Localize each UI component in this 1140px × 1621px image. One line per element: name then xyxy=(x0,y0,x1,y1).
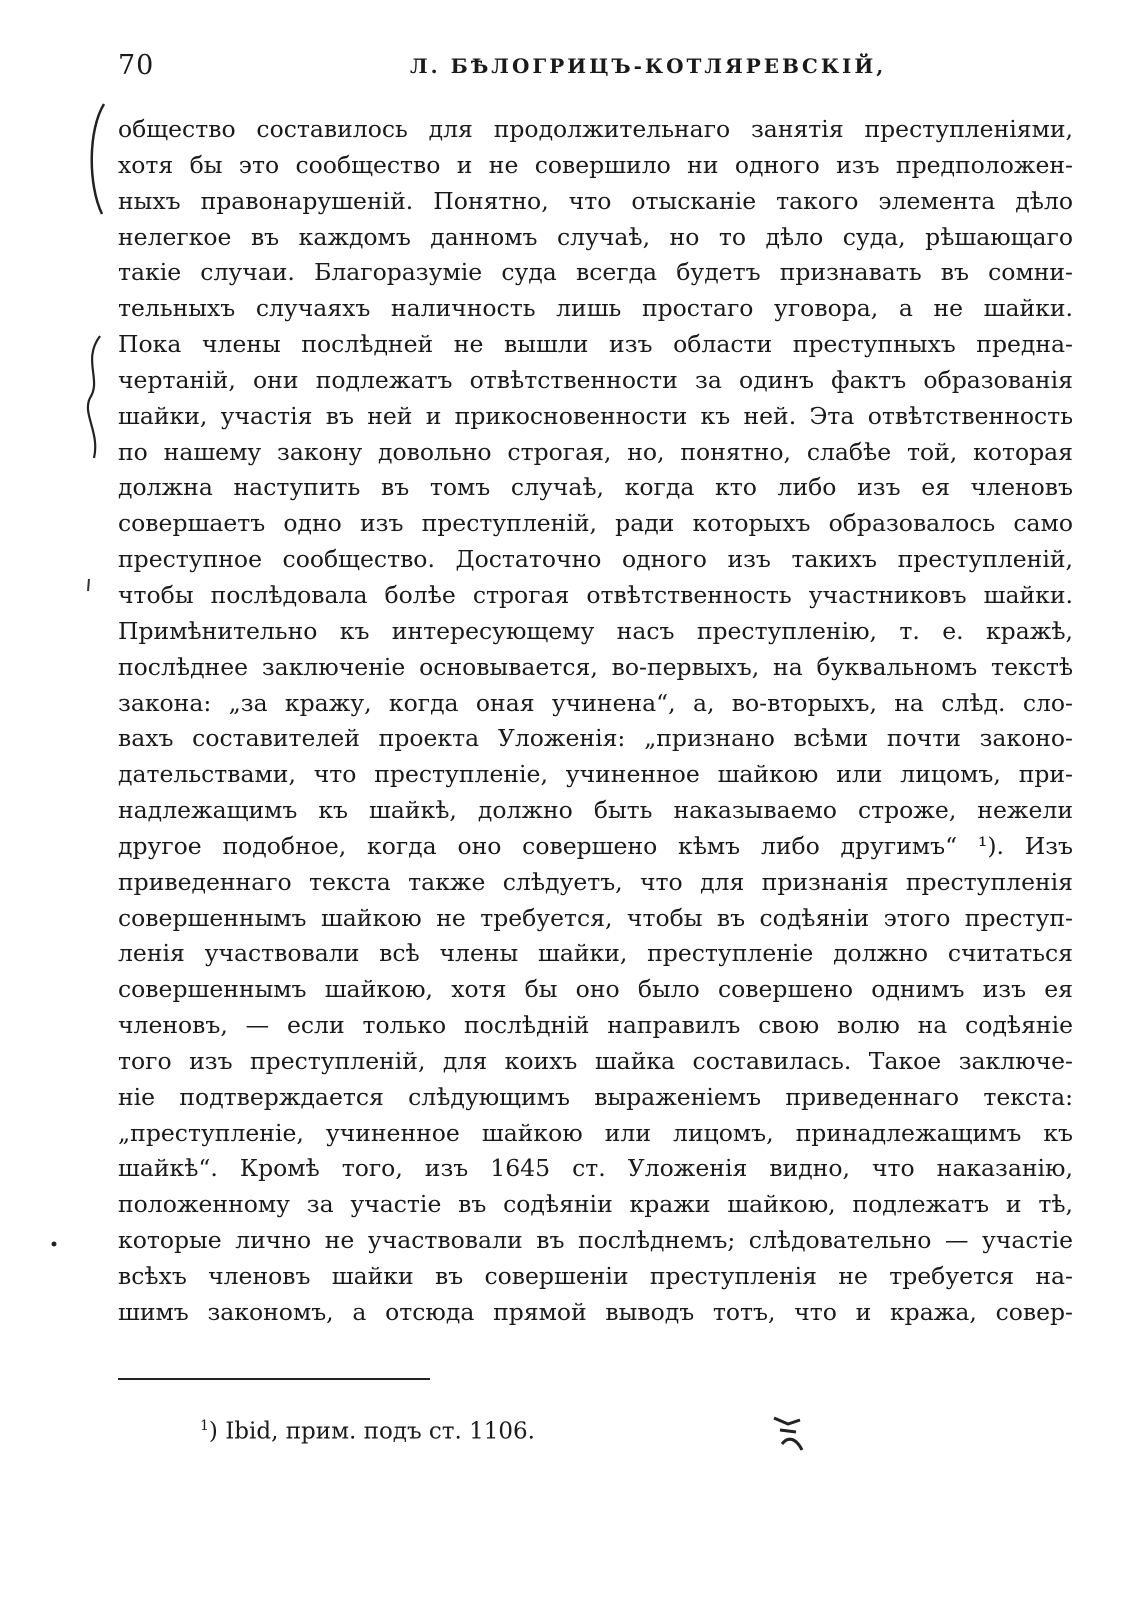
text-line: хотя бы это сообщество и не совершило ни одного изъ предположен- xyxy=(118,150,1073,179)
text-line: нелегкое въ каждомъ данномъ случаѣ, но то дѣло суда, рѣшающаго xyxy=(118,222,1073,251)
text-line: совершеннымъ шайкою, хотя бы оно было совершено однимъ изъ ея xyxy=(118,975,1073,1004)
margin-dot xyxy=(50,1240,58,1248)
text-line: должна наступить въ томъ случаѣ, когда кто либо изъ ея членовъ xyxy=(118,473,1073,502)
footnote-divider xyxy=(118,1378,430,1380)
text-line: приведеннаго текста также слѣдуетъ, что для признанія преступленія xyxy=(118,867,1073,896)
text-line: преступное сообщество. Достаточно одного изъ такихъ преступленій, xyxy=(118,545,1073,574)
text-line: общество составилось для продолжительнаго занятія преступленіями, xyxy=(118,115,1073,143)
text-line: совершаетъ одно изъ преступленій, ради которыхъ образовалось само xyxy=(118,509,1073,538)
text-line: чтобы послѣдовала болѣе строгая отвѣтственность участниковъ шайки. xyxy=(118,580,1073,609)
text-line: чертаній, они подлежатъ отвѣтственности за одинъ фактъ образованія xyxy=(118,365,1073,394)
text-line: другое подобное, когда оно совершено кѣмъ либо другимъ“ ¹). Изъ xyxy=(118,831,1073,860)
text-line: тельныхъ случаяхъ наличность лишь простаго уговора, а не шайки. xyxy=(118,294,1073,323)
margin-bracket-middle xyxy=(80,332,110,462)
text-line: которые лично не участвовали въ послѣднемъ; слѣдовательно — участіе xyxy=(118,1226,1073,1255)
text-line: дательствами, что преступленіе, учиненное шайкою или лицомъ, при- xyxy=(118,760,1073,789)
text-line: такіе случаи. Благоразуміе суда всегда будетъ признавать въ сомни- xyxy=(118,258,1073,287)
text-line: закона: „за кражу, когда оная учинена“, а, во-вторыхъ, на слѣд. сло- xyxy=(118,688,1073,717)
running-header: Л. БѢЛОГРИЦЪ-КОТЛЯРЕВСКІЙ, xyxy=(410,54,887,78)
text-line: всѣхъ членовъ шайки въ совершеніи преступленія не требуется на- xyxy=(118,1262,1073,1290)
ink-smudge xyxy=(770,1410,810,1454)
footnote xyxy=(200,1418,535,1445)
text-line: ныхъ правонарушеній. Понятно, что отысканіе такого элемента дѣло xyxy=(118,186,1073,215)
footnote-text: ) Ibid, прим. подъ ст. 1106. xyxy=(208,1418,535,1445)
text-line: Пока члены послѣдней не вышли изъ области преступныхъ предна- xyxy=(118,330,1073,359)
text-line: „преступленіе, учиненное шайкою или лицомъ, принадлежащимъ къ xyxy=(118,1118,1073,1147)
text-line: положенному за участіе въ содѣяніи кражи шайкою, подлежатъ и тѣ, xyxy=(118,1190,1073,1219)
text-line: надлежащимъ къ шайкѣ, должно быть наказываемо строже, нежели xyxy=(118,796,1073,825)
margin-speck xyxy=(86,578,92,592)
text-line: совершеннымъ шайкою не требуется, чтобы въ содѣяніи этого преступ- xyxy=(118,903,1073,932)
text-line: по нашему закону довольно строгая, но, понятно, слабѣе той, которая xyxy=(118,437,1073,466)
text-line: того изъ преступленій, для коихъ шайка составилась. Такое заключе- xyxy=(118,1046,1073,1075)
text-line: членовъ, — если только послѣдній направилъ свою волю на содѣяніе xyxy=(118,1011,1073,1040)
text-line: шайки, участія въ ней и прикосновенности къ ней. Эта отвѣтственность xyxy=(118,401,1073,430)
text-line: послѣднее заключеніе основывается, во-первыхъ, на буквальномъ текстѣ xyxy=(118,652,1073,681)
footnote-marker: 1 xyxy=(200,1418,209,1434)
text-line: шайкѣ“. Кромѣ того, изъ 1645 ст. Уложенія видно, что наказанію, xyxy=(118,1154,1073,1183)
text-line: шимъ закономъ, а отсюда прямой выводъ тотъ, что и кража, совер- xyxy=(118,1297,1073,1326)
text-line: ленія участвовали всѣ члены шайки, преступленіе должно считаться xyxy=(118,939,1073,968)
page-number: 70 xyxy=(118,50,155,81)
body-text xyxy=(118,112,1073,1331)
text-line: вахъ составителей проекта Уложенія: „признано всѣми почти законо- xyxy=(118,724,1073,753)
text-line: Примѣнительно къ интересующему насъ преступленію, т. е. кражѣ, xyxy=(118,616,1073,645)
margin-bracket-top xyxy=(84,100,114,218)
text-line: ніе подтверждается слѣдующимъ выраженіемъ приведеннаго текста: xyxy=(118,1082,1073,1111)
